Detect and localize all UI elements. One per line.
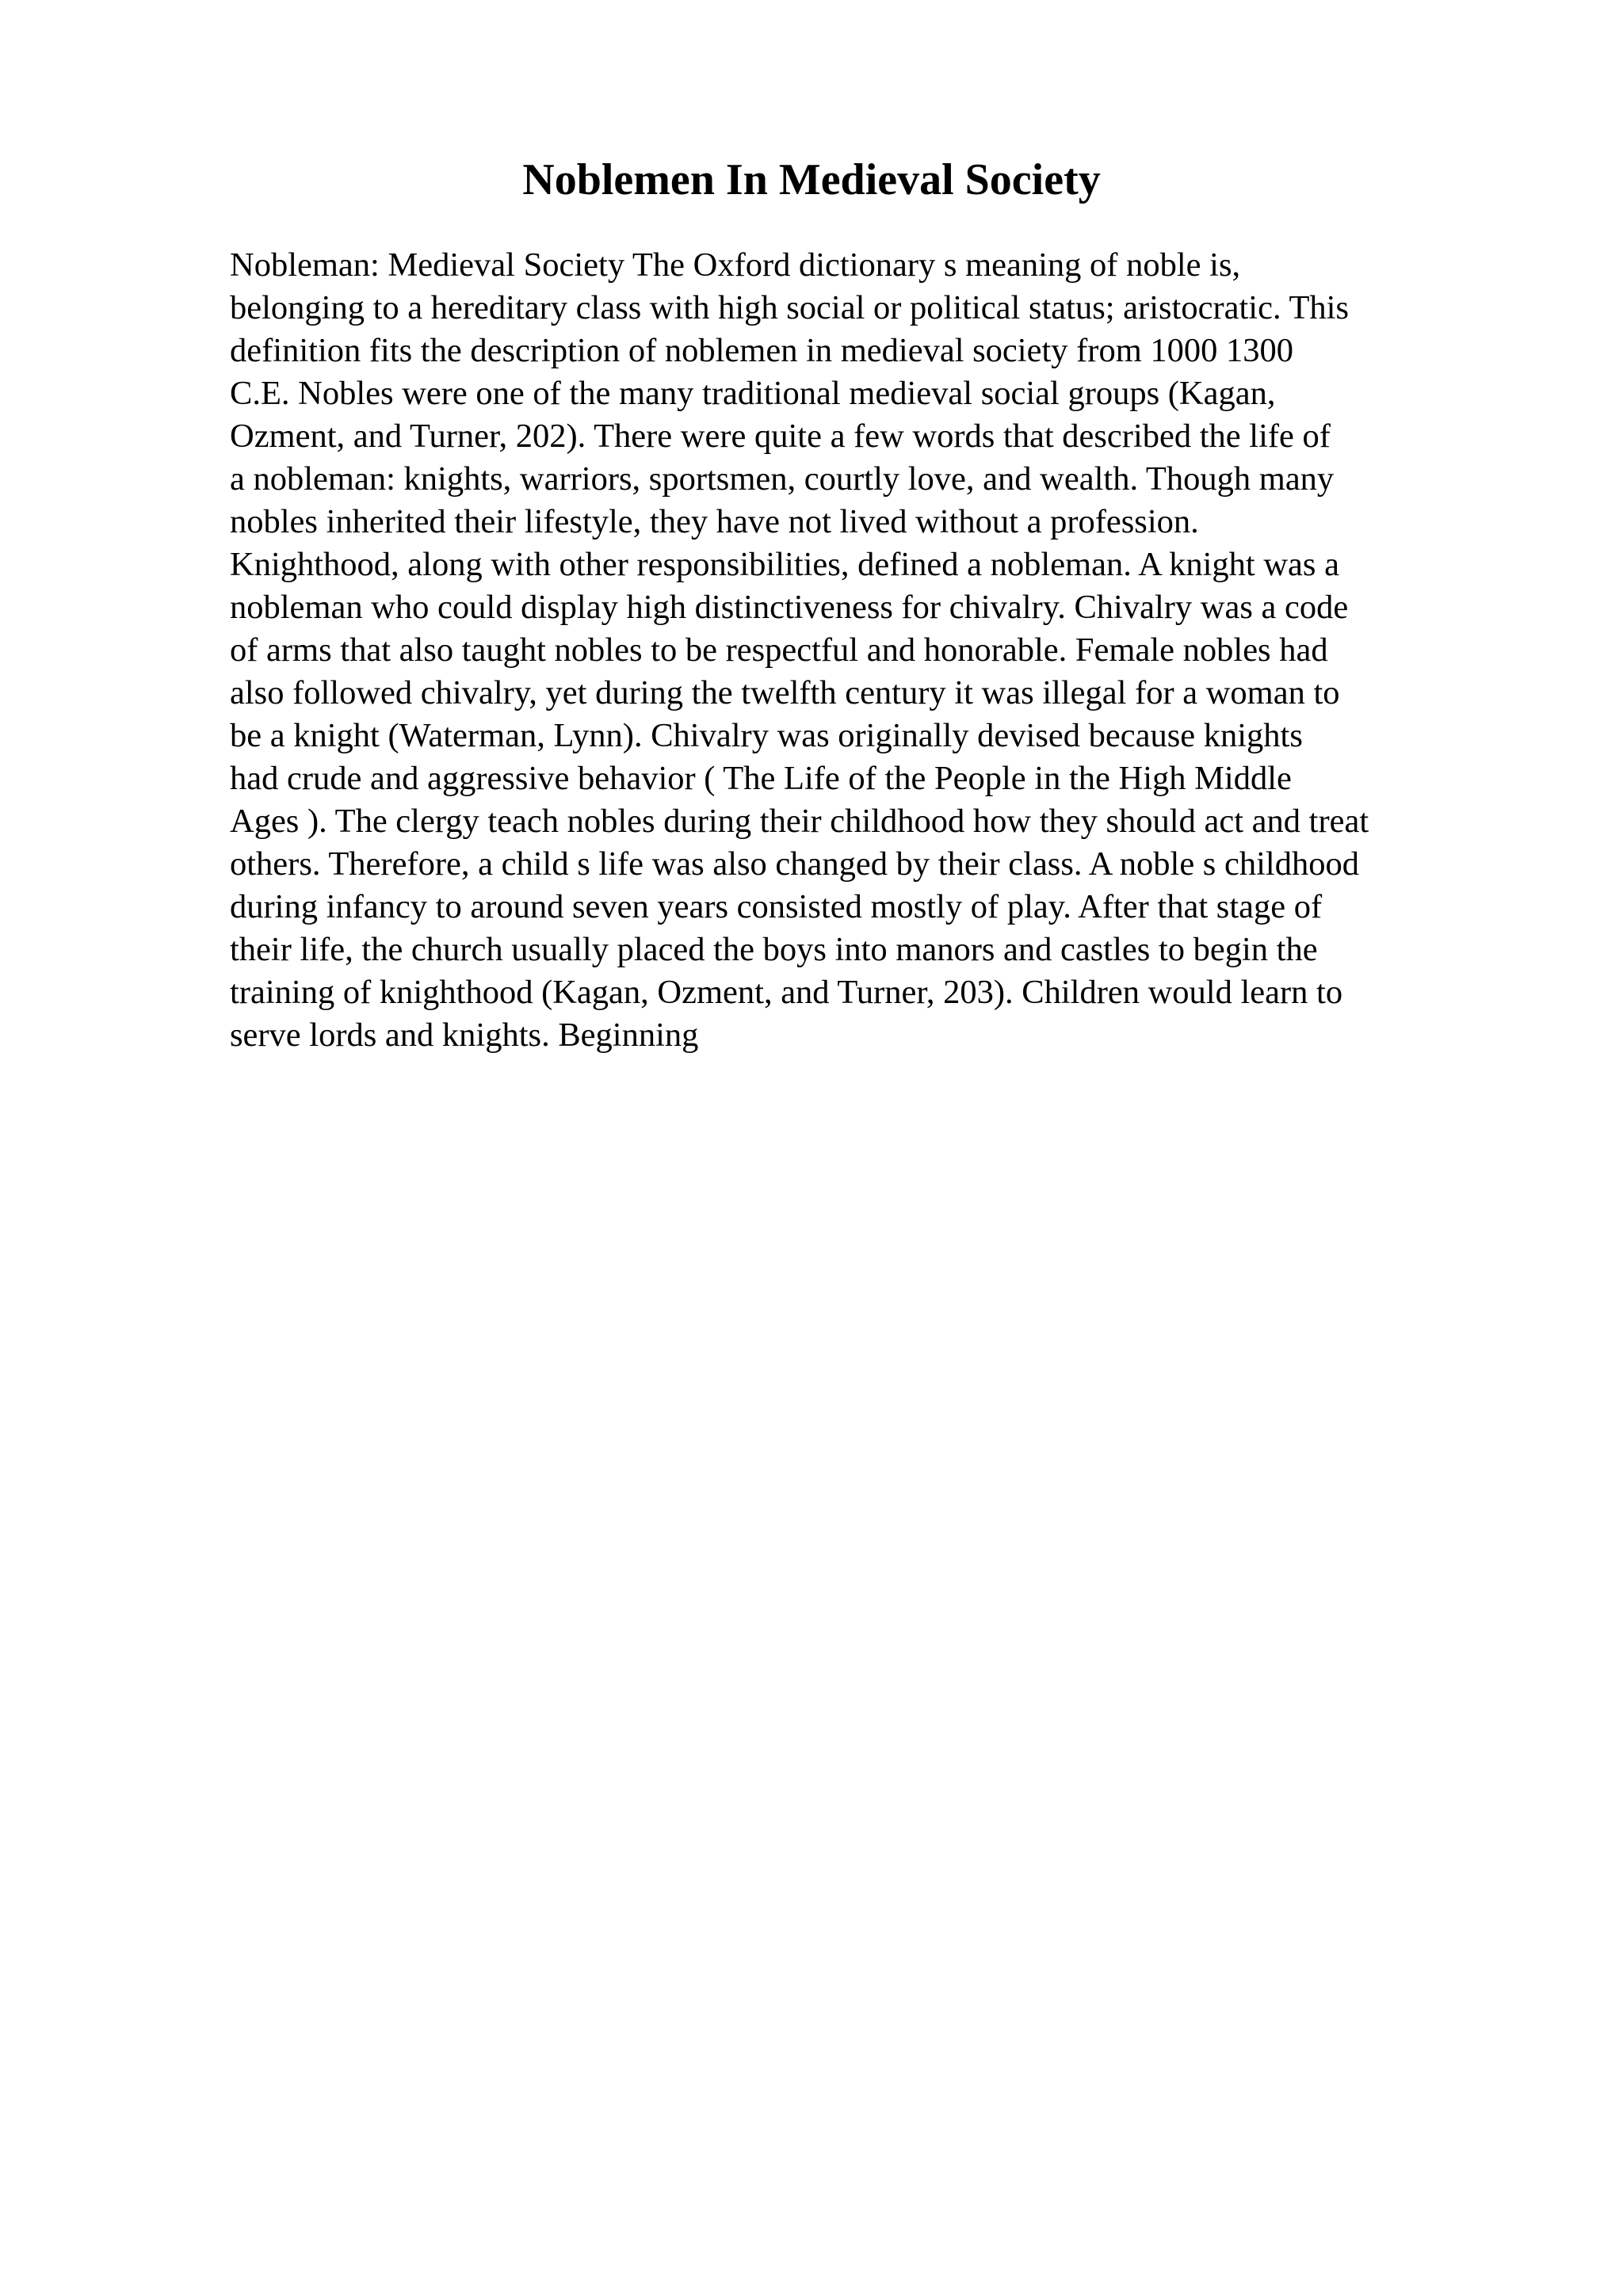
body-line: their life, the church usually placed the boys into manors and castles to begin the: [230, 931, 1318, 968]
body-line: had crude and aggressive behavior ( The Life of the People in the High Middle: [230, 760, 1292, 797]
body-line: Nobleman: Medieval Society The Oxford dictionary s meaning of noble is,: [230, 246, 1241, 284]
body-line: nobles inherited their lifestyle, they have not lived without a profession.: [230, 503, 1199, 540]
body-line: a nobleman: knights, warriors, sportsmen, courtly love, and wealth. Though many: [230, 460, 1335, 498]
document-body: [230, 244, 1498, 1057]
body-line: C.E. Nobles were one of the many traditional medieval social groups (Kagan,: [230, 375, 1276, 412]
body-line: Knighthood, along with other responsibilities, defined a nobleman. A knight was a: [230, 546, 1339, 583]
body-line: training of knighthood (Kagan, Ozment, and Turner, 203). Children would learn to: [230, 974, 1343, 1011]
body-line: during infancy to around seven years consisted mostly of play. After that stage of: [230, 888, 1323, 925]
body-line: Ages ). The clergy teach nobles during their childhood how they should act and treat: [230, 803, 1369, 840]
body-line: serve lords and knights. Beginning: [230, 1016, 699, 1054]
body-line: definition fits the description of noblemen in medieval society from 1000 1300: [230, 332, 1294, 369]
body-line: be a knight (Waterman, Lynn). Chivalry was originally devised because knights: [230, 717, 1303, 754]
body-line: belonging to a hereditary class with high social or political status; aristocratic. This: [230, 289, 1350, 326]
body-line: also followed chivalry, yet during the twelfth century it was illegal for a woman to: [230, 674, 1340, 711]
body-line: nobleman who could display high distinctiveness for chivalry. Chivalry was a code: [230, 589, 1349, 626]
body-line: of arms that also taught nobles to be respectful and honorable. Female nobles had: [230, 631, 1328, 669]
body-line: Ozment, and Turner, 202). There were quite a few words that described the life of: [230, 418, 1331, 455]
body-line: others. Therefore, a child s life was also changed by their class. A noble s childhood: [230, 845, 1359, 883]
document-title: Noblemen In Medieval Society: [522, 155, 1101, 204]
